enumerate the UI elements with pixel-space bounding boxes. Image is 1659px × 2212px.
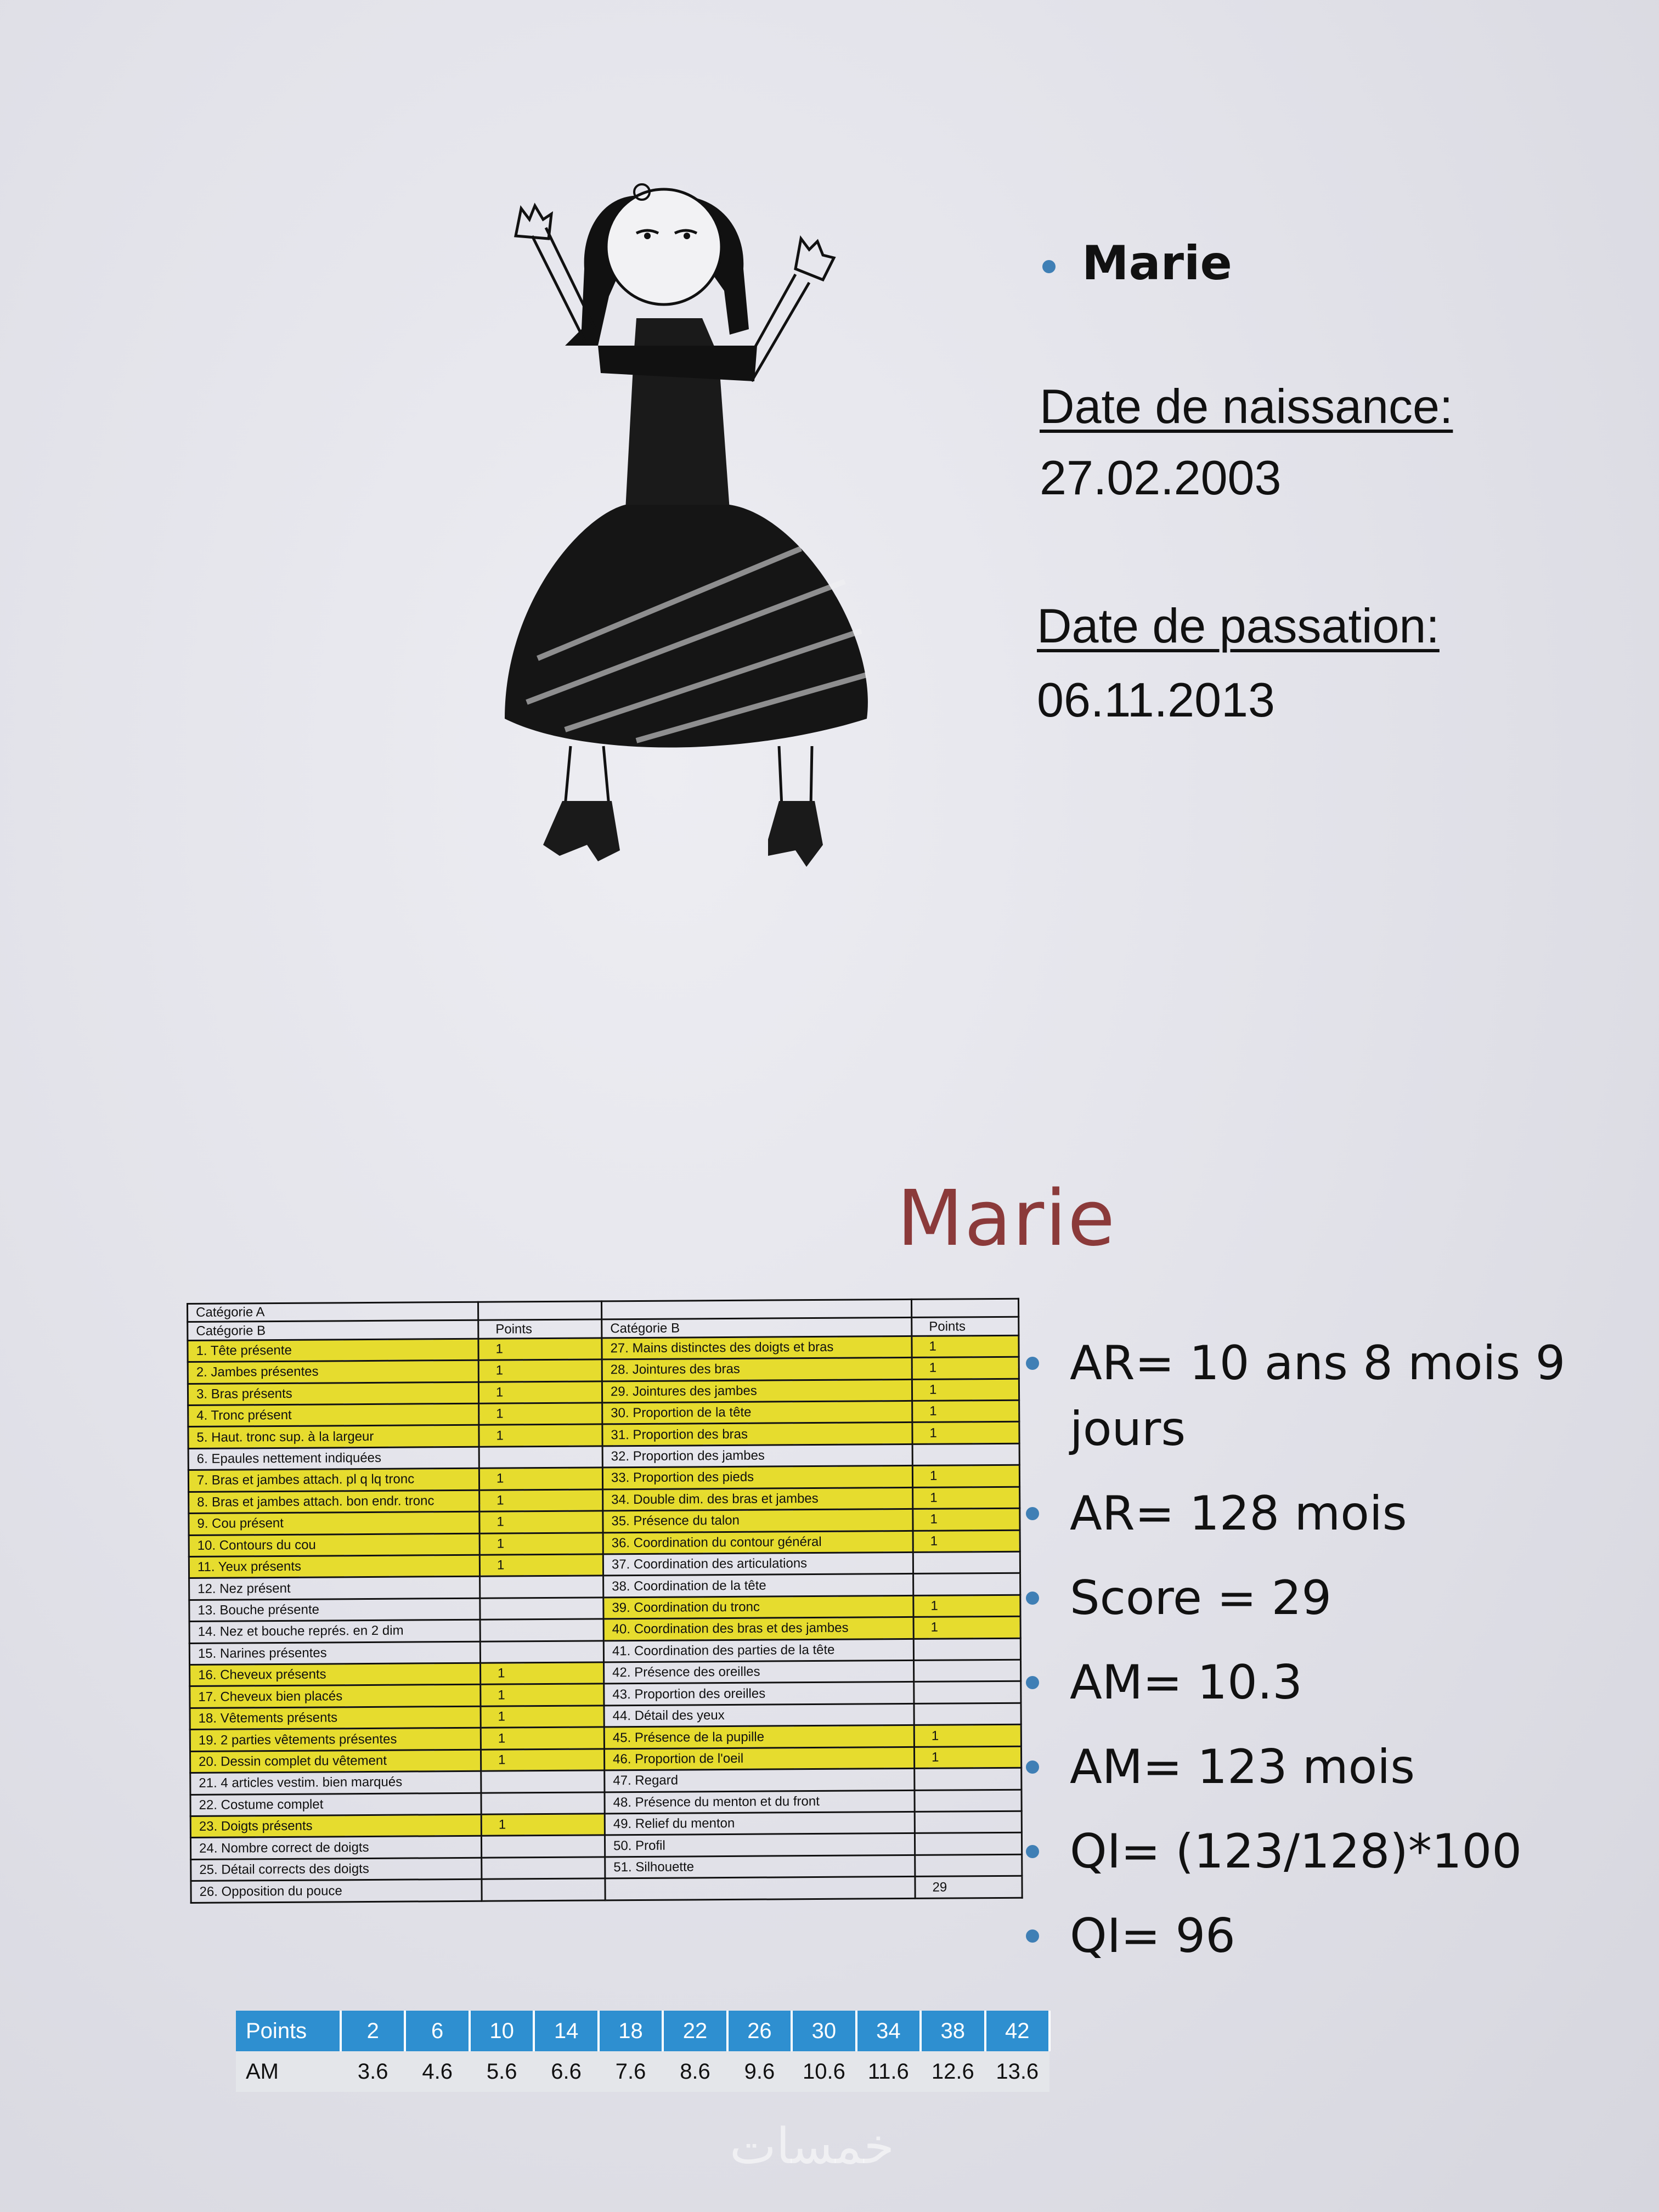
am-value: 8.6 xyxy=(663,2051,727,2092)
criterion-left: 6. Epaules nettement indiquées xyxy=(188,1447,479,1470)
category-b-left-header: Catégorie B xyxy=(188,1321,478,1341)
criterion-left: 1. Tête présente xyxy=(188,1339,478,1362)
points-right: 1 xyxy=(914,1746,1021,1769)
bullet-icon xyxy=(1026,1507,1039,1520)
criterion-left: 4. Tronc présent xyxy=(188,1403,479,1427)
points-right xyxy=(914,1703,1021,1725)
result-item xyxy=(1026,1481,1629,1547)
points-left-header: Points xyxy=(478,1319,602,1339)
score-table-row xyxy=(191,1876,1022,1903)
criterion-left: 20. Dessin complet du vêtement xyxy=(190,1750,481,1773)
criterion-left: 5. Haut. tronc sup. à la largeur xyxy=(188,1425,479,1449)
criterion-right: 34. Double dim. des bras et jambes xyxy=(603,1487,913,1511)
points-left xyxy=(482,1878,605,1901)
criterion-right: 44. Détail des yeux xyxy=(604,1703,914,1727)
criterion-left: 8. Bras et jambes attach. bon endr. tronc xyxy=(189,1490,479,1514)
points-value: 42 xyxy=(985,2011,1049,2051)
criterion-right: 39. Coordination du tronc xyxy=(603,1595,913,1619)
criterion-right: 41. Coordination des parties de la tête xyxy=(603,1639,913,1662)
points-right xyxy=(912,1443,1019,1466)
am-value: 7.6 xyxy=(599,2051,663,2092)
criterion-right: 47. Regard xyxy=(605,1769,915,1792)
criterion-left: 2. Jambes présentes xyxy=(188,1360,478,1384)
criterion-right: 48. Présence du menton et du front xyxy=(605,1790,915,1814)
result-text: AM= 123 mois xyxy=(1070,1740,1415,1795)
criterion-left: 13. Bouche présente xyxy=(189,1598,480,1622)
criterion-right xyxy=(605,1877,915,1900)
criterion-right: 46. Proportion de l'oeil xyxy=(604,1747,914,1770)
criterion-right: 38. Coordination de la tête xyxy=(603,1574,913,1598)
bullet-icon xyxy=(1026,1357,1039,1370)
points-left xyxy=(480,1576,603,1598)
points-right: 1 xyxy=(913,1530,1020,1553)
points-right: 1 xyxy=(912,1335,1019,1358)
points-left: 1 xyxy=(479,1468,602,1490)
points-left xyxy=(481,1792,605,1814)
points-right: 29 xyxy=(915,1876,1022,1898)
am-value: 5.6 xyxy=(470,2051,534,2092)
points-value: 30 xyxy=(792,2011,856,2051)
birth-date-value: 27.02.2003 xyxy=(1040,450,1282,505)
criterion-right: 31. Proportion des bras xyxy=(602,1423,912,1446)
points-left xyxy=(480,1640,603,1663)
points-left: 1 xyxy=(481,1749,604,1771)
result-text: QI= 96 xyxy=(1070,1909,1235,1963)
criterion-right: 45. Présence de la pupille xyxy=(604,1725,914,1749)
points-left xyxy=(482,1857,605,1880)
criterion-left: 14. Nez et bouche représ. en 2 dim xyxy=(189,1620,480,1643)
criterion-left: 23. Doigts présents xyxy=(190,1814,481,1838)
result-item xyxy=(1026,1903,1629,1969)
points-right xyxy=(913,1573,1020,1596)
result-item xyxy=(1026,1734,1629,1800)
result-text: AR= 10 ans 8 mois 9 jours xyxy=(1070,1336,1566,1457)
am-value: 9.6 xyxy=(727,2051,792,2092)
points-left: 1 xyxy=(478,1359,602,1382)
criterion-left: 25. Détail corrects des doigts xyxy=(191,1858,482,1881)
criterion-left: 7. Bras et jambes attach. pl q lq tronc xyxy=(188,1468,479,1492)
criterion-right: 37. Coordination des articulations xyxy=(603,1552,913,1576)
criterion-left: 21. 4 articles vestim. bien marqués xyxy=(190,1771,481,1795)
student-name: Marie xyxy=(1082,236,1232,291)
criterion-right: 42. Présence des oreilles xyxy=(604,1660,914,1684)
am-value: 13.6 xyxy=(985,2051,1049,2092)
am-value: 6.6 xyxy=(534,2051,598,2092)
points-left xyxy=(481,1770,605,1793)
points-right: 1 xyxy=(912,1400,1019,1423)
points-left: 1 xyxy=(479,1424,602,1447)
points-row-label: Points xyxy=(236,2011,341,2051)
category-a-header: Catégorie A xyxy=(188,1302,478,1322)
points-right xyxy=(913,1638,1020,1661)
points-value: 14 xyxy=(534,2011,598,2051)
points-right-header: Points xyxy=(912,1317,1019,1336)
points-left: 1 xyxy=(481,1662,604,1685)
child-drawing-of-girl xyxy=(472,165,911,905)
result-item xyxy=(1026,1819,1629,1884)
points-left: 1 xyxy=(479,1489,603,1512)
test-date-label: Date de passation: xyxy=(1037,599,1440,653)
criterion-left: 16. Cheveux présents xyxy=(190,1663,481,1686)
criterion-left: 18. Vêtements présents xyxy=(190,1706,481,1730)
criterion-right: 28. Jointures des bras xyxy=(602,1358,912,1381)
points-left: 1 xyxy=(481,1706,604,1728)
points-left: 1 xyxy=(479,1532,603,1555)
bullet-icon xyxy=(1042,260,1056,273)
result-text: AM= 10.3 xyxy=(1070,1655,1302,1710)
criterion-right: 36. Coordination du contour général xyxy=(603,1531,913,1554)
criterion-right: 30. Proportion de la tête xyxy=(602,1401,912,1424)
category-b-right-header: Catégorie B xyxy=(602,1318,912,1338)
test-date-value: 06.11.2013 xyxy=(1037,673,1275,727)
criterion-right: 50. Profil xyxy=(605,1833,915,1857)
result-text: AR= 128 mois xyxy=(1070,1486,1407,1541)
points-right: 1 xyxy=(912,1379,1019,1401)
bullet-icon xyxy=(1026,1676,1039,1689)
criterion-left: 26. Opposition du pouce xyxy=(191,1879,482,1903)
points-right: 1 xyxy=(912,1422,1019,1444)
points-left xyxy=(481,1835,605,1858)
am-value: 12.6 xyxy=(921,2051,985,2092)
bullet-icon xyxy=(1026,1760,1039,1774)
criterion-left: 12. Nez présent xyxy=(189,1577,480,1600)
points-right: 1 xyxy=(913,1508,1020,1531)
points-right: 1 xyxy=(913,1595,1020,1617)
result-text: Score = 29 xyxy=(1070,1571,1332,1626)
am-value: 10.6 xyxy=(792,2051,856,2092)
criterion-left: 10. Contours du cou xyxy=(189,1533,479,1557)
criterion-right: 51. Silhouette xyxy=(605,1855,915,1878)
points-left: 1 xyxy=(479,1554,603,1577)
points-left xyxy=(480,1598,603,1620)
points-right: 1 xyxy=(913,1487,1020,1509)
points-value: 22 xyxy=(663,2011,727,2051)
bullet-icon xyxy=(1026,1845,1039,1858)
points-value: 2 xyxy=(341,2011,405,2051)
points-right: 1 xyxy=(912,1465,1019,1487)
bullet-icon xyxy=(1026,1929,1039,1943)
criterion-right: 49. Relief du menton xyxy=(605,1812,915,1835)
criterion-left: 22. Costume complet xyxy=(190,1793,481,1816)
points-right xyxy=(915,1768,1022,1790)
am-value: 11.6 xyxy=(856,2051,921,2092)
points-right xyxy=(915,1833,1022,1855)
criterion-left: 19. 2 parties vêtements présentes xyxy=(190,1728,481,1752)
points-value: 38 xyxy=(921,2011,985,2051)
points-right xyxy=(914,1660,1021,1682)
points-left: 1 xyxy=(481,1684,604,1706)
points-to-age-table xyxy=(236,2011,1051,2092)
points-right: 1 xyxy=(912,1357,1019,1379)
points-value: 18 xyxy=(599,2011,663,2051)
result-item xyxy=(1026,1330,1629,1462)
watermark-logo: خمسات xyxy=(730,2118,895,2175)
bullet-icon xyxy=(1026,1592,1039,1605)
points-left xyxy=(479,1446,602,1469)
points-right xyxy=(915,1811,1022,1833)
points-right xyxy=(915,1854,1022,1877)
points-right: 1 xyxy=(913,1616,1020,1639)
criterion-left: 9. Cou présent xyxy=(189,1511,479,1535)
points-value: 34 xyxy=(856,2011,921,2051)
criterion-left: 24. Nombre correct de doigts xyxy=(190,1836,481,1860)
points-right xyxy=(913,1551,1020,1574)
criterion-right: 40. Coordination des bras et des jambes xyxy=(603,1617,913,1641)
am-value: 3.6 xyxy=(341,2051,405,2092)
student-name-bullet xyxy=(1042,236,1232,291)
criterion-left: 11. Yeux présents xyxy=(189,1555,479,1578)
criterion-right: 35. Présence du talon xyxy=(603,1509,913,1533)
points-left: 1 xyxy=(479,1511,603,1533)
points-value: 26 xyxy=(727,2011,792,2051)
points-left: 1 xyxy=(478,1381,602,1403)
criterion-left: 3. Bras présents xyxy=(188,1382,478,1406)
am-value: 4.6 xyxy=(405,2051,469,2092)
birth-date-label: Date de naissance: xyxy=(1040,379,1453,433)
criterion-right: 29. Jointures des jambes xyxy=(602,1379,912,1403)
points-right: 1 xyxy=(914,1725,1021,1747)
criterion-right: 43. Proportion des oreilles xyxy=(604,1682,914,1706)
result-item xyxy=(1026,1565,1629,1631)
points-right xyxy=(915,1790,1022,1812)
points-value: 6 xyxy=(405,2011,469,2051)
points-left: 1 xyxy=(481,1727,604,1750)
am-row-label: AM xyxy=(236,2051,341,2092)
criterion-left: 17. Cheveux bien placés xyxy=(190,1685,481,1708)
result-text: QI= (123/128)*100 xyxy=(1070,1824,1522,1879)
points-left: 1 xyxy=(478,1338,602,1361)
criterion-right: 27. Mains distinctes des doigts et bras xyxy=(602,1336,912,1359)
criterion-left: 15. Narines présentes xyxy=(189,1641,480,1665)
points-left: 1 xyxy=(479,1403,602,1425)
result-item xyxy=(1026,1650,1629,1716)
points-left: 1 xyxy=(481,1814,605,1836)
criterion-right: 32. Proportion des jambes xyxy=(602,1444,912,1468)
points-right xyxy=(914,1681,1021,1704)
scoring-table xyxy=(187,1298,1023,1904)
results-list xyxy=(1026,1330,1629,1988)
criterion-right: 33. Proportion des pieds xyxy=(602,1466,912,1489)
points-left xyxy=(480,1619,603,1641)
section-title: Marie xyxy=(897,1174,1116,1263)
points-value: 10 xyxy=(470,2011,534,2051)
